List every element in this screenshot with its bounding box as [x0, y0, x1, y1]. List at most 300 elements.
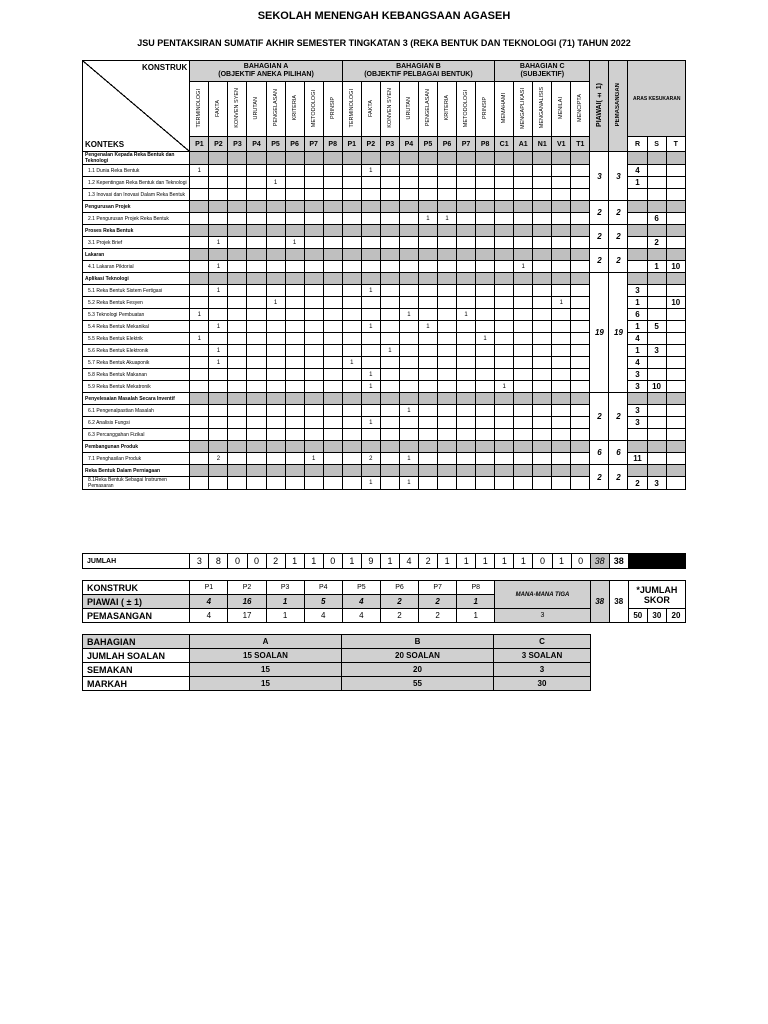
cell: [247, 453, 266, 465]
cell: [304, 429, 323, 441]
cell: [380, 273, 399, 285]
cell: [380, 152, 399, 165]
cell: [228, 297, 247, 309]
cell: 1: [209, 321, 228, 333]
cell: [437, 189, 456, 201]
aras-cell: [666, 249, 685, 261]
construct-label-text: PRINSIP: [329, 97, 336, 120]
cell: [285, 345, 304, 357]
construct-code: P6: [437, 137, 456, 152]
cell: [457, 465, 476, 477]
cell: [190, 453, 209, 465]
cell: [361, 225, 380, 237]
aras-cell: [628, 249, 647, 261]
cell: [476, 369, 495, 381]
construct-label-text: MEMAHAMI: [501, 92, 508, 124]
cell: [399, 357, 418, 369]
cell: [266, 152, 285, 165]
cell: 1: [361, 369, 380, 381]
cell: [533, 225, 552, 237]
construct-label: [476, 82, 495, 137]
cell: [437, 393, 456, 405]
cell: [418, 369, 437, 381]
cell: [571, 429, 590, 441]
cell: [437, 152, 456, 165]
cell: [571, 369, 590, 381]
topic-label: 3.1 Projek Brief: [83, 237, 190, 249]
cell: [323, 345, 342, 357]
cell: [380, 213, 399, 225]
bahagian-value: 15: [190, 663, 342, 677]
bahagian-header: B: [342, 635, 494, 649]
cell: [190, 225, 209, 237]
cell: [209, 393, 228, 405]
cell: [323, 381, 342, 393]
konstruk-code: P5: [342, 581, 380, 595]
cell: [361, 393, 380, 405]
piawai-value: 4: [190, 595, 228, 609]
cell: [342, 189, 361, 201]
cell: [380, 441, 399, 453]
black-cell: [628, 554, 647, 569]
aras-s: [647, 177, 666, 189]
cell: [361, 249, 380, 261]
bahagian-table: [82, 634, 591, 691]
cell: [342, 321, 361, 333]
cell: [399, 285, 418, 297]
document-subtitle: JSU PENTAKSIRAN SUMATIF AKHIR SEMESTER TINGKATAN 3 (REKA BENTUK DAN TEKNOLOGI (71) TAHUN 2022: [137, 38, 631, 48]
aras-r: [628, 237, 647, 249]
cell: [533, 249, 552, 261]
cell: [571, 285, 590, 297]
cell: [304, 417, 323, 429]
aras-cell: [647, 225, 666, 237]
cell: [342, 453, 361, 465]
cell: [437, 405, 456, 417]
konstruk-code: P4: [304, 581, 342, 595]
cell: [418, 261, 437, 273]
cell: [437, 381, 456, 393]
cell: [418, 237, 437, 249]
topic-label: 5.5 Reka Bentuk Elektrik: [83, 333, 190, 345]
jumlah-value: 1: [495, 554, 514, 569]
cell: [342, 381, 361, 393]
bahagian-header-row: [83, 635, 591, 649]
cell: [437, 297, 456, 309]
cell: [266, 249, 285, 261]
cell: [437, 225, 456, 237]
aras-s: 5: [647, 321, 666, 333]
cell: [571, 453, 590, 465]
cell: [552, 249, 571, 261]
cell: [228, 369, 247, 381]
construct-code: P3: [380, 137, 399, 152]
cell: [552, 213, 571, 225]
cell: [552, 357, 571, 369]
cell: [304, 177, 323, 189]
cell: [247, 405, 266, 417]
cell: [571, 465, 590, 477]
topic-label: 5.4 Reka Bentuk Mekanikal: [83, 321, 190, 333]
topic-label: 8.1Reka Bentuk Sebagai Instrumen Pemasaran: [83, 477, 190, 490]
construct-label: [514, 82, 533, 137]
cell: [533, 177, 552, 189]
cell: 1: [399, 453, 418, 465]
aras-t: 10: [666, 261, 685, 273]
piawai-value: 16: [228, 595, 266, 609]
construct-code: V1: [552, 137, 571, 152]
cell: [342, 369, 361, 381]
cell: [304, 465, 323, 477]
cell: [323, 297, 342, 309]
cell: [437, 357, 456, 369]
jumlah-row: [83, 554, 686, 569]
cell: [399, 237, 418, 249]
cell: [190, 189, 209, 201]
jumlah-value: 1: [514, 554, 533, 569]
cell: [190, 477, 209, 490]
cell: [495, 189, 514, 201]
cell: [285, 309, 304, 321]
cell: [533, 333, 552, 345]
cell: 2: [209, 453, 228, 465]
aras-r: [628, 189, 647, 201]
cell: [266, 381, 285, 393]
cell: [533, 201, 552, 213]
cell: [323, 285, 342, 297]
cell: [399, 381, 418, 393]
cell: [533, 393, 552, 405]
cell: [285, 213, 304, 225]
cell: [323, 321, 342, 333]
cell: [266, 393, 285, 405]
aras-r: 3: [628, 369, 647, 381]
cell: [495, 177, 514, 189]
cell: [323, 405, 342, 417]
cell: [418, 381, 437, 393]
cell: [266, 321, 285, 333]
cell: [323, 189, 342, 201]
group-piawai: 2: [590, 201, 609, 225]
cell: [571, 441, 590, 453]
bahagian-a-header: [190, 61, 342, 82]
cell: [514, 297, 533, 309]
cell: [476, 465, 495, 477]
group-piawai: 2: [590, 465, 609, 490]
cell: [514, 393, 533, 405]
cell: [533, 273, 552, 285]
cell: [323, 357, 342, 369]
cell: [228, 273, 247, 285]
cell: [533, 189, 552, 201]
cell: [285, 333, 304, 345]
construct-label: [285, 82, 304, 137]
aras-s: 10: [647, 381, 666, 393]
aras-t: [666, 381, 685, 393]
cell: [342, 465, 361, 477]
bahagian-value: 20 SOALAN: [342, 649, 494, 663]
cell: [476, 273, 495, 285]
cell: [418, 357, 437, 369]
cell: [209, 273, 228, 285]
cell: [514, 381, 533, 393]
cell: [323, 441, 342, 453]
cell: [495, 309, 514, 321]
cell: [533, 285, 552, 297]
konstruk-label: KONSTRUK: [141, 63, 188, 72]
cell: [247, 225, 266, 237]
group-pemasangan: 3: [609, 152, 628, 201]
aras-cell: [647, 273, 666, 285]
piawai-value: 1: [266, 595, 304, 609]
cell: [247, 309, 266, 321]
jumlah-value: 1: [380, 554, 399, 569]
cell: [380, 429, 399, 441]
cell: [457, 261, 476, 273]
bahagian-value: 30: [494, 677, 591, 691]
cell: [514, 441, 533, 453]
cell: [437, 417, 456, 429]
cell: [514, 152, 533, 165]
cell: [323, 249, 342, 261]
cell: [285, 189, 304, 201]
cell: [476, 213, 495, 225]
cell: [533, 321, 552, 333]
cell: [418, 453, 437, 465]
aras-t: [666, 477, 685, 490]
cell: [514, 213, 533, 225]
cell: [571, 261, 590, 273]
jumlah-value: 1: [476, 554, 495, 569]
aras-t: 10: [666, 297, 685, 309]
black-cell: [647, 554, 666, 569]
jumlah-value: 2: [266, 554, 285, 569]
aras-t: [666, 369, 685, 381]
cell: [399, 345, 418, 357]
construct-label-text: METODOLOGI: [463, 89, 470, 127]
topic-label: 5.8 Reka Bentuk Makanan: [83, 369, 190, 381]
aras-s: [647, 285, 666, 297]
cell: [476, 225, 495, 237]
cell: [399, 321, 418, 333]
cell: [285, 165, 304, 177]
cell: [266, 453, 285, 465]
section-label: Lakaran: [83, 249, 190, 261]
konstruk-code: P2: [228, 581, 266, 595]
cell: 1: [266, 297, 285, 309]
cell: [190, 405, 209, 417]
cell: [399, 201, 418, 213]
cell: [399, 441, 418, 453]
cell: 1: [476, 333, 495, 345]
cell: [285, 357, 304, 369]
cell: [495, 261, 514, 273]
cell: [209, 165, 228, 177]
cell: [495, 249, 514, 261]
cell: [476, 309, 495, 321]
cell: [571, 213, 590, 225]
cell: [266, 273, 285, 285]
cell: [304, 249, 323, 261]
section-row: [83, 249, 686, 261]
pemasangan-header: [609, 61, 628, 152]
cell: [228, 261, 247, 273]
konstruk-table: [82, 580, 686, 623]
aras-cell: [647, 152, 666, 165]
cell: [437, 465, 456, 477]
cell: [399, 465, 418, 477]
cell: [247, 213, 266, 225]
cell: [495, 393, 514, 405]
bahagian-row-label: SEMAKAN: [83, 663, 190, 677]
cell: 1: [361, 477, 380, 490]
bahagian-b-header-title: BAHAGIAN B: [396, 63, 441, 71]
cell: [361, 152, 380, 165]
aras-r: [628, 261, 647, 273]
cell: [247, 357, 266, 369]
cell: [304, 297, 323, 309]
cell: [380, 369, 399, 381]
cell: [209, 405, 228, 417]
cell: [266, 333, 285, 345]
cell: [514, 201, 533, 213]
cell: [514, 321, 533, 333]
cell: [380, 393, 399, 405]
aras-s: [647, 297, 666, 309]
cell: [304, 345, 323, 357]
cell: [304, 405, 323, 417]
cell: [495, 357, 514, 369]
cell: 1: [361, 285, 380, 297]
cell: [571, 309, 590, 321]
section-row: [83, 465, 686, 477]
cell: [418, 477, 437, 490]
cell: [457, 333, 476, 345]
aras-s: [647, 417, 666, 429]
cell: [247, 369, 266, 381]
cell: [247, 249, 266, 261]
cell: 1: [380, 345, 399, 357]
cell: [571, 477, 590, 490]
cell: [304, 321, 323, 333]
cell: 1: [418, 213, 437, 225]
cell: [190, 393, 209, 405]
piawai-header: [590, 61, 609, 152]
cell: [342, 237, 361, 249]
construct-code: P5: [266, 137, 285, 152]
construct-label-text: PENGELASAN: [424, 89, 431, 127]
cell: [285, 297, 304, 309]
bahagian-value: 20: [342, 663, 494, 677]
construct-label: [209, 82, 228, 137]
bahagian-header: BAHAGIAN: [83, 635, 190, 649]
cell: [495, 273, 514, 285]
cell: [476, 152, 495, 165]
cell: [514, 273, 533, 285]
cell: [552, 441, 571, 453]
cell: [361, 189, 380, 201]
cell: [209, 225, 228, 237]
piawai-label: PIAWAI ( ± 1): [83, 595, 190, 609]
bahagian-b-header: [342, 61, 494, 82]
cell: [209, 369, 228, 381]
jumlah-value: 1: [552, 554, 571, 569]
cell: [342, 333, 361, 345]
cell: [552, 405, 571, 417]
cell: [304, 369, 323, 381]
cell: [190, 273, 209, 285]
cell: [476, 165, 495, 177]
cell: [266, 261, 285, 273]
cell: [533, 237, 552, 249]
jumlah-value: 9: [361, 554, 380, 569]
cell: [190, 213, 209, 225]
group-pemasangan: 19: [609, 273, 628, 393]
aras-r: 1: [628, 177, 647, 189]
cell: [457, 357, 476, 369]
aras-t: [666, 237, 685, 249]
cell: [361, 237, 380, 249]
cell: [190, 465, 209, 477]
cell: [380, 321, 399, 333]
cell: [190, 357, 209, 369]
cell: [514, 357, 533, 369]
cell: [209, 201, 228, 213]
cell: [457, 165, 476, 177]
cell: [533, 369, 552, 381]
cell: [495, 465, 514, 477]
cell: [399, 152, 418, 165]
cell: [552, 201, 571, 213]
cell: [552, 453, 571, 465]
cell: [495, 213, 514, 225]
aras-cell: [647, 249, 666, 261]
cell: [457, 453, 476, 465]
section-label: Penyelesaian Masalah Secara Inventif: [83, 393, 190, 405]
bahagian-value: 3 SOALAN: [494, 649, 591, 663]
cell: [380, 465, 399, 477]
cell: [476, 381, 495, 393]
cell: [533, 345, 552, 357]
cell: [495, 345, 514, 357]
construct-code: P7: [457, 137, 476, 152]
cell: [571, 357, 590, 369]
topic-label: 2.1 Pengurusan Projek Reka Bentuk: [83, 213, 190, 225]
cell: 1: [285, 237, 304, 249]
section-row: [83, 393, 686, 405]
aras-t: [666, 309, 685, 321]
cell: [437, 453, 456, 465]
bahagian-a-header-subtitle: (OBJEKTIF ANEKA PILIHAN): [218, 71, 314, 79]
cell: [476, 237, 495, 249]
cell: [228, 477, 247, 490]
cell: [552, 177, 571, 189]
cell: [266, 201, 285, 213]
cell: [418, 465, 437, 477]
construct-label: [304, 82, 323, 137]
aras-cell: [628, 393, 647, 405]
cell: [552, 369, 571, 381]
construct-label: [380, 82, 399, 137]
aras-code: R: [628, 137, 647, 152]
aras-r: 3: [628, 381, 647, 393]
topic-label: 5.2 Reka Bentuk Fesyen: [83, 297, 190, 309]
cell: [533, 477, 552, 490]
cell: [304, 213, 323, 225]
aras-t: [666, 285, 685, 297]
cell: [437, 477, 456, 490]
cell: [285, 321, 304, 333]
